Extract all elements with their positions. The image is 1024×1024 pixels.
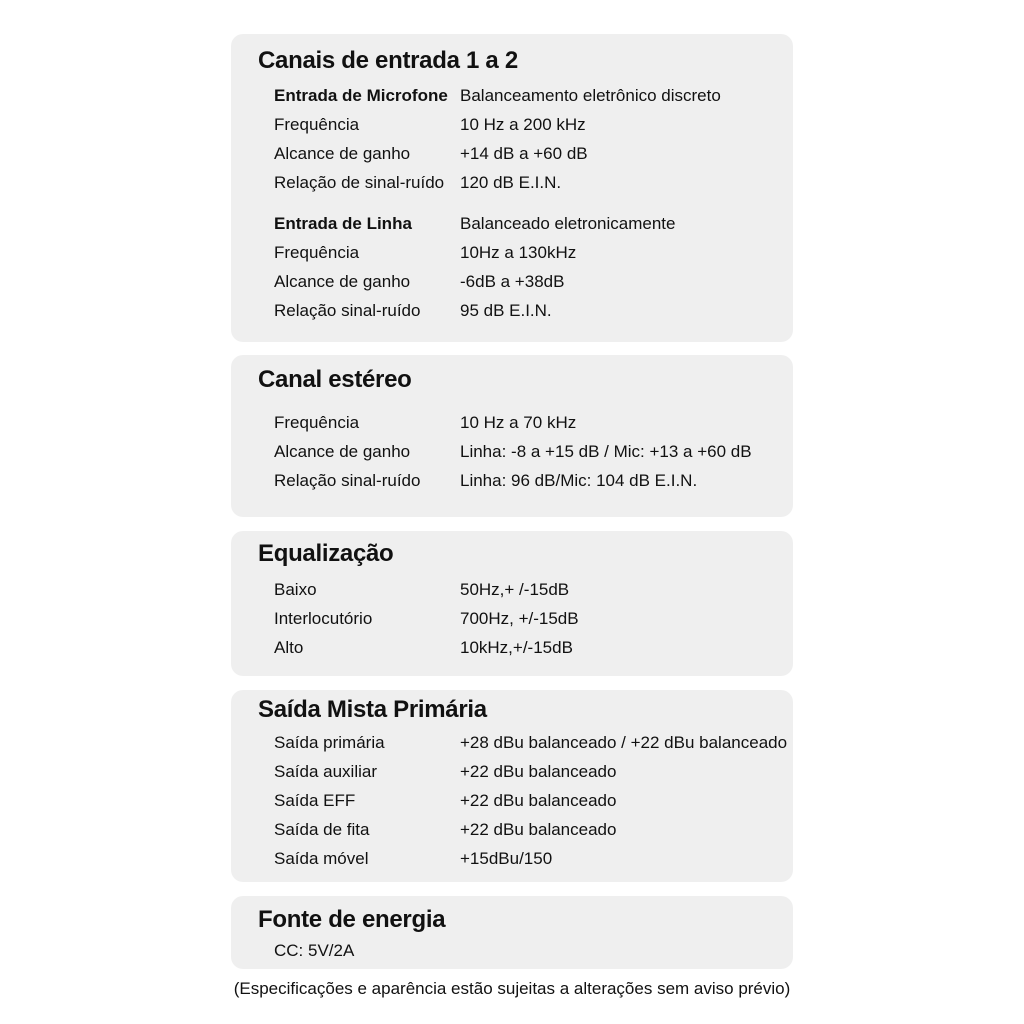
spec-value: -6dB a +38dB (460, 272, 565, 291)
spec-value: 700Hz, +/-15dB (460, 609, 579, 628)
spec-label: Saída primária (274, 733, 385, 752)
section-title: Canais de entrada 1 a 2 (258, 47, 518, 74)
spec-label: Relação sinal-ruído (274, 471, 421, 490)
spec-value: Linha: -8 a +15 dB / Mic: +13 a +60 dB (460, 442, 752, 461)
spec-value: 10 Hz a 70 kHz (460, 413, 577, 432)
spec-label: Interlocutório (274, 609, 373, 628)
spec-label: Relação de sinal-ruído (274, 173, 445, 192)
section-primary-mix-output (231, 690, 793, 882)
power-spec: CC: 5V/2A (274, 941, 355, 960)
spec-label: Saída EFF (274, 791, 356, 810)
section-input-channels (231, 34, 793, 342)
spec-value: +22 dBu balanceado (460, 820, 617, 839)
section-equalization (231, 531, 793, 676)
spec-value: Linha: 96 dB/Mic: 104 dB E.I.N. (460, 471, 698, 490)
spec-label: Saída de fita (274, 820, 370, 839)
spec-label: Alcance de ganho (274, 442, 411, 461)
section-power-supply (231, 896, 793, 969)
spec-label: Frequência (274, 243, 360, 262)
spec-label: Alto (274, 638, 304, 657)
spec-label: Entrada de Linha (274, 214, 412, 233)
spec-value: +22 dBu balanceado (460, 791, 617, 810)
spec-value: 50Hz,+ /-15dB (460, 580, 570, 599)
section-title: Fonte de energia (258, 906, 446, 933)
spec-value: 10 Hz a 200 kHz (460, 115, 586, 134)
disclaimer-footnote: (Especificações e aparência estão sujeitas a alterações sem aviso prévio) (233, 979, 791, 998)
spec-label: Saída móvel (274, 849, 369, 868)
spec-value: +15dBu/150 (460, 849, 553, 868)
spec-label: Relação sinal-ruído (274, 301, 421, 320)
section-title: Canal estéreo (258, 366, 412, 393)
section-title: Equalização (258, 540, 394, 567)
spec-value: 120 dB E.I.N. (460, 173, 562, 192)
spec-label: Frequência (274, 115, 360, 134)
section-stereo-channel (231, 355, 793, 517)
spec-value: +22 dBu balanceado (460, 762, 617, 781)
spec-value: 10kHz,+/-15dB (460, 638, 573, 657)
spec-label: Frequência (274, 413, 360, 432)
spec-label: Alcance de ganho (274, 144, 411, 163)
spec-label: Baixo (274, 580, 317, 599)
section-title: Saída Mista Primária (258, 696, 487, 723)
spec-value: +28 dBu balanceado / +22 dBu balanceado (460, 733, 788, 752)
spec-value: Balanceado eletronicamente (460, 214, 676, 233)
spec-label: Saída auxiliar (274, 762, 378, 781)
spec-label: Alcance de ganho (274, 272, 411, 291)
spec-value: +14 dB a +60 dB (460, 144, 588, 163)
spec-value: Balanceamento eletrônico discreto (460, 86, 721, 105)
spec-value: 95 dB E.I.N. (460, 301, 552, 320)
spec-label: Entrada de Microfone (274, 86, 448, 105)
spec-value: 10Hz a 130kHz (460, 243, 577, 262)
